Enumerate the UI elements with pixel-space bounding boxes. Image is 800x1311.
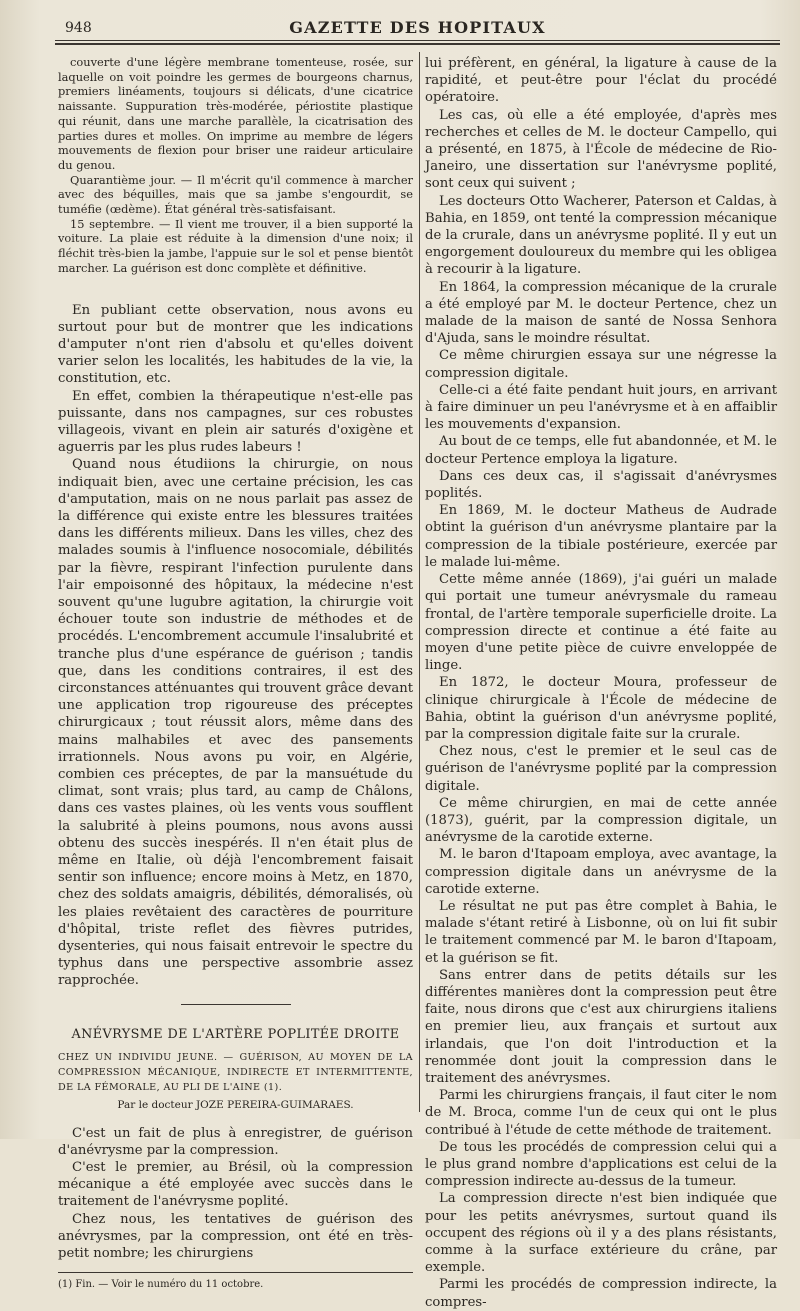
paragraph: En publiant cette observation, nous avons eu surtout pour but de montrer que les indications d'amputer n'ont rien d'absolu et qu'elles doivent varier selon les localités, les habitudes de la vie, la constitution, etc. [58, 302, 413, 387]
paragraph: Ce même chirurgien, en mai de cette année (1873), guérit, par la compression digitale, un anévrysme de la carotide externe. [425, 795, 777, 846]
section-separator [181, 1004, 291, 1005]
page-number: 948 [65, 20, 92, 36]
right-column [425, 55, 777, 1311]
paragraph: La compression directe n'est bien indiquée que pour les petits anévrysmes, surtout quand ils occupent des régions où il y a des plans résistants, comme à la surface extérieure du crâne, par exemple. [425, 1191, 777, 1276]
paragraph: Quand nous étudiions la chirurgie, on nous indiquait bien, avec une certaine précision, les cas d'amputation, mais on ne nous parlait pas assez de la différence qui existe entre les blessures traitées dans les différents milieux. Dans les villes, chez des malades soumis à l'influence nosocomiale, débilités par la fièvre, respirant l'infection purulente dans l'air empoisonné des hôpitaux, la médecine n'est souvent qu'une lugubre agitation, la chirurgie voit échouer toute son industrie de méthodes et de procédés. L'encombrement accumule l'insalubrité et tranche plus d'une espérance de guérison ; tandis que, dans les conditions contraires, il est des circonstances atténuantes qui trouvent grâce devant une application trop rigoureuse des préceptes chirurgicaux ; tout réussit alors, même dans des mains malhabiles et avec des pansements irrationnels. Nous avons pu voir, en Algérie, combien ces préceptes, de par la mansuétude du climat, sont vrais; plus tard, au camp de Châlons, dans ces vastes plaines, où les vents vous soufflent la salubrité à pleins poumons, nous avons aussi obtenu des succès inespérés. Il n'en était plus de même en Italie, où déjà l'encombrement faisait sentir son influence; encore moins à Metz, en 1870, chez des soldats amaigris, débilités, démoralisés, où les plaies revêtaient des caractères de pourriture d'hôpital, triste reflet des fièvres putrides, dysenteries, qui nous faisait entrevoir le spectre du typhus dans une perspective assombrie assez rapprochée. [58, 457, 413, 989]
paragraph: Les docteurs Otto Wacherer, Paterson et Caldas, à Bahia, en 1859, ont tenté la compression mécanique de la crurale, dans un anévrysme poplité. Il y eut un engorgement douloureux du membre qui les obligea à recourir à la ligature. [425, 193, 777, 278]
spacer [58, 276, 413, 302]
page-header [55, 16, 780, 40]
paragraph: lui préfèrent, en général, la ligature à cause de la rapidité, et peut-être pour l'éclat du procédé opératoire. [425, 56, 777, 106]
footnote-rule [58, 1272, 413, 1273]
paragraph: C'est un fait de plus à enregistrer, de guérison d'anévrysme par la compression. [58, 1125, 413, 1158]
observation-ending [58, 55, 413, 276]
article-subtitle: CHEZ UN INDIVIDU JEUNE. — GUÉRISON, AU MOYEN DE LA COMPRESSION MÉCANIQUE, INDIRECTE ET INTERMITTENTE, DE LA FÉMORALE, AU PLI DE L'AINE (1). [58, 1051, 413, 1093]
header-rule [55, 40, 780, 41]
article-author: Par le docteur JOZE PEREIRA-GUIMARAES. [117, 1098, 354, 1111]
running-title: GAZETTE DES HOPITAUX [289, 18, 546, 37]
paragraph: Au bout de ce temps, elle fut abandonnée, et M. le docteur Pertence employa la ligature. [425, 434, 777, 467]
paragraph: 15 septembre. — Il vient me trouver, il a bien supporté la voiture. La plaie est réduite à la dimension d'une noix; il fléchit très-bien la jambe, l'appuie sur le sol et pense bientôt marcher. La guérison est donc complète et définitive. [58, 216, 413, 275]
paragraph: Ce même chirurgien essaya sur une négresse la compression digitale. [425, 348, 777, 381]
paragraph: M. le baron d'Itapoam employa, avec avantage, la compression digitale dans un anévrysme de la carotide externe. [425, 847, 777, 897]
article-body [58, 1125, 413, 1263]
paragraph: Les cas, où elle a été employée, d'après mes recherches et celles de M. le docteur Campello, qui a présenté, en 1875, à l'École de médecine de Rio-Janeiro, une dissertation sur l'anévrysme poplité, sont ceux qui suivent ; [425, 107, 777, 192]
paragraph: Chez nous, c'est le premier et le seul cas de guérison de l'anévrysme poplité par la compression digitale. [425, 744, 777, 794]
paragraph: Sans entrer dans de petits détails sur les différentes manières dont la compression peut être faite, nous dirons que c'est aux chirurgiens italiens en premier lieu, aux français et surtout aux irlandais, que l'on doit l'introduction et la renommée dont jouit la compression dans le traitement des anévrysmes. [425, 967, 777, 1086]
paragraph: Cette même année (1869), j'ai guéri un malade qui portait une tumeur anévrysmale du rameau frontal, de l'artère temporale superficielle droite. La compression directe et continue a été faite au moyen d'une petite pièce de cuivre enveloppée de linge. [425, 572, 777, 674]
paragraph: Dans ces deux cas, il s'agissait d'anévrysmes poplités. [425, 468, 777, 502]
paragraph: Chez nous, les tentatives de guérison des anévrysmes, par la compression, ont été en très-petit nombre; les chirurgiens [58, 1211, 413, 1262]
paragraph: Parmi les procédés de compression indirecte, la compres- [425, 1277, 777, 1310]
footnote: (1) Fin. — Voir le numéro du 11 octobre. [58, 1279, 264, 1291]
left-column [58, 55, 413, 1290]
column-divider [419, 52, 420, 1112]
paragraph: En 1869, M. le docteur Matheus de Audrade obtint la guérison d'un anévrysme plantaire par la compression de la tibiale postérieure, exercée par le malade lui-même. [425, 503, 777, 570]
article-title: ANÉVRYSME DE L'ARTÈRE POPLITÉE DROITE [71, 1026, 400, 1042]
paragraph: En effet, combien la thérapeutique n'est-elle pas puissante, dans nos campagnes, sur ces robustes villageois, vivant en plein air saturés d'oxigène et aguerris par les plus rudes labeurs ! [58, 388, 413, 456]
paragraph: Quarantième jour. — Il m'écrit qu'il commence à marcher avec des béquilles, mais que sa jambe s'engourdit, se tuméfie (œdème). État général très-satisfaisant. [58, 172, 413, 217]
commentary [58, 302, 413, 990]
paragraph: Celle-ci a été faite pendant huit jours, en arrivant à faire diminuer un peu l'anévrysme et à en affaiblir les mouvements d'expansion. [425, 382, 777, 433]
paragraph: couverte d'une légère membrane tomenteuse, rosée, sur laquelle on voit poindre les germes de bourgeons charnus, premiers linéaments, toujours si délicats, d'une cicatrice naissante. Suppuration très-modérée, périostite plastique qui réunit, dans une marche parallèle, la cicatrisation des parties dures et molles. On imprime au membre de légers mouvements de flexion pour briser une raideur articulaire du genou. [58, 55, 413, 172]
header-rule-thick [55, 43, 780, 45]
paragraph: En 1864, la compression mécanique de la crurale a été employé par M. le docteur Pertence, chez un malade de la maison de santé de Nossa Senhora d'Ajuda, sans le moindre résultat. [425, 279, 777, 347]
paragraph: Parmi les chirurgiens français, il faut citer le nom de M. Broca, comme l'un de ceux qui ont le plus contribué à l'étude de cette méthode de traitement. [425, 1088, 777, 1138]
paragraph: En 1872, le docteur Moura, professeur de clinique chirurgicale à l'École de médecine de Bahia, obtint la guérison d'un anévrysme poplité, par la compression digitale faite sur la crurale. [425, 675, 777, 742]
paragraph: De tous les procédés de compression celui qui a le plus grand nombre d'applications est celui de la compression indirecte au-dessus de la tumeur. [425, 1139, 777, 1190]
paragraph: Le résultat ne put pas être complet à Bahia, le malade s'étant retiré à Lisbonne, où on lui fit subir le traitement commencé par M. le baron d'Itapoam, et la guérison se fit. [425, 898, 777, 966]
paragraph: C'est le premier, au Brésil, où la compression mécanique a été employée avec succès dans le traitement de l'anévrysme poplité. [58, 1160, 413, 1210]
